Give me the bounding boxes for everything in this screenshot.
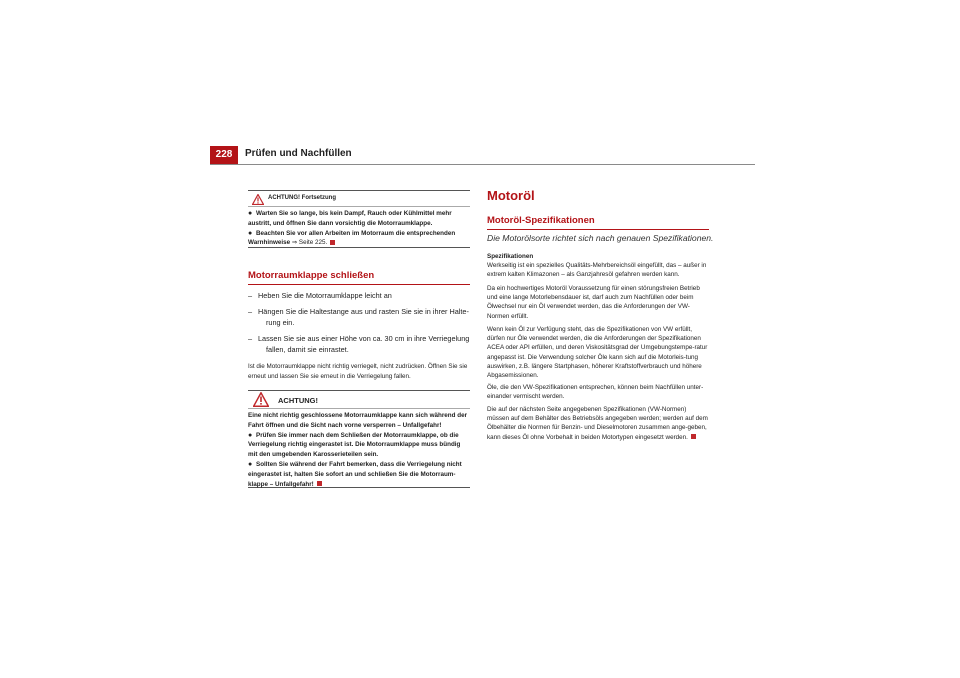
intro-text: Die Motorölsorte richtet sich nach genauen Spezifikationen. bbox=[487, 233, 714, 243]
section-heading-oil-specs: Motoröl-Spezifikationen bbox=[487, 215, 709, 230]
warning-continued-box bbox=[248, 190, 470, 248]
page-number: 228 bbox=[210, 146, 238, 164]
chapter-heading-motor-oil: Motoröl bbox=[487, 188, 535, 203]
warning-continued-header bbox=[248, 193, 470, 207]
warning-header bbox=[248, 391, 470, 409]
page-reference: ⇒ Seite 225. bbox=[291, 239, 328, 247]
step-item: – Hängen Sie die Haltestange aus und rasten Sie sie in ihrer Halte- rung ein. bbox=[248, 307, 469, 327]
section-end-marker-icon bbox=[330, 240, 335, 245]
warning-continued-label: ACHTUNG! Fortsetzung bbox=[268, 195, 336, 201]
warning-lead: Eine nicht richtig geschlossene Motorraumklappe kann sich während der Fahrt öffnen und die Sicht nach vorne versperren – Unfallgefahr! bbox=[248, 412, 468, 429]
warning-continued-body bbox=[248, 209, 470, 248]
header-divider bbox=[210, 164, 755, 165]
warning-body bbox=[248, 411, 470, 489]
warning-triangle-icon bbox=[253, 392, 269, 407]
bullet-icon: ● bbox=[248, 229, 253, 237]
warning-item: ● Warten Sie so lange, bis kein Dampf, Rauch oder Kühlmittel mehr austritt, und öffnen Sie dann vorsichtig die Motorraumklappe. bbox=[248, 210, 452, 227]
paragraph: Wenn kein Öl zur Verfügung steht, das die Spezifikationen von VW erfüllt, dürfen nur Öle verwendet werden, die die Anforderungen der Spezifikationen ACEA oder API erfüllen, und deren Viskositätsgrad der Umgebungstempe-ratur angepasst ist. Die Verwendung solcher Öle kann sich auf die Motorleis-tung auswirken, z.B. längere Startphasen, höherer Kraftstoffverbrauch und höhere Abgasemissionen. bbox=[487, 326, 708, 380]
bullet-icon: ● bbox=[248, 431, 253, 439]
paragraph: Da ein hochwertiges Motoröl Voraussetzung für einen störungsfreien Betrieb und eine lange Motorlebensdauer ist, darf auch zum Nachfüllen oder beim Ölwechsel nur ein Öl verwendet werden, das die Anforderungen der VW-Normen erfüllt. bbox=[487, 285, 700, 320]
note-text: Ist die Motorraumklappe nicht richtig verriegelt, nicht zudrücken. Öffnen Sie sie erneut und lassen Sie sie erneut in die Verriegelung fallen. bbox=[248, 363, 468, 380]
paragraph: Öle, die den VW-Spezifikationen entsprechen, können beim Nachfüllen unter-einander vermischt werden. bbox=[487, 384, 704, 401]
warning-box bbox=[248, 390, 470, 488]
section-end-marker-icon bbox=[691, 434, 696, 439]
warning-label: ACHTUNG! bbox=[278, 396, 318, 405]
chapter-title: Prüfen und Nachfüllen bbox=[245, 148, 352, 159]
warning-triangle-icon bbox=[252, 194, 264, 205]
paragraph: Die auf der nächsten Seite angegebenen Spezifikationen (VW-Normen) müssen auf dem Behälter des Betriebsöls angegeben werden; werden auf dem Ölbehälter die Normen für Benzin- und Dieselmotoren zusammen ange-geben, kann dieses Öl ohne Vorbehalt in beiden Motortypen eingesetzt werden. bbox=[487, 406, 708, 441]
warning-item: ● Sollten Sie während der Fahrt bemerken, dass die Verriegelung nicht eingerastet ist, halten Sie sofort an und schließen Sie die Motorraum-klappe – Unfallgefahr! bbox=[248, 460, 462, 488]
section-heading-close-hood: Motorraumklappe schließen bbox=[248, 270, 470, 285]
step-item: – Lassen Sie sie aus einer Höhe von ca. 30 cm in ihre Verriegelung fallen, damit sie einrastet. bbox=[248, 334, 470, 354]
sub-heading: Spezifikationen bbox=[487, 253, 534, 260]
bullet-icon: ● bbox=[248, 210, 253, 217]
warning-item: ● Beachten Sie vor allen Arbeiten im Motorraum die entsprechenden Warnhinweise ⇒ Seite 225. bbox=[248, 229, 456, 247]
bullet-icon: ● bbox=[248, 460, 253, 468]
section-end-marker-icon bbox=[317, 481, 322, 486]
paragraph: Spezifikationen Werkseitig ist ein spezielles Qualitäts-Mehrbereichsöl eingefüllt, das – außer in extrem kalten Klimazonen – als Ganzjahresöl gefahren werden kann. bbox=[487, 253, 707, 279]
step-item: – Heben Sie die Motorraumklappe leicht an bbox=[248, 291, 392, 300]
warning-item: ● Prüfen Sie immer nach dem Schließen der Motorraumklappe, ob die Verriegelung richtig eingerastet ist. Die Motorraumklappe muss bündig mit den umgebenden Karosserieteilen sein. bbox=[248, 431, 461, 459]
